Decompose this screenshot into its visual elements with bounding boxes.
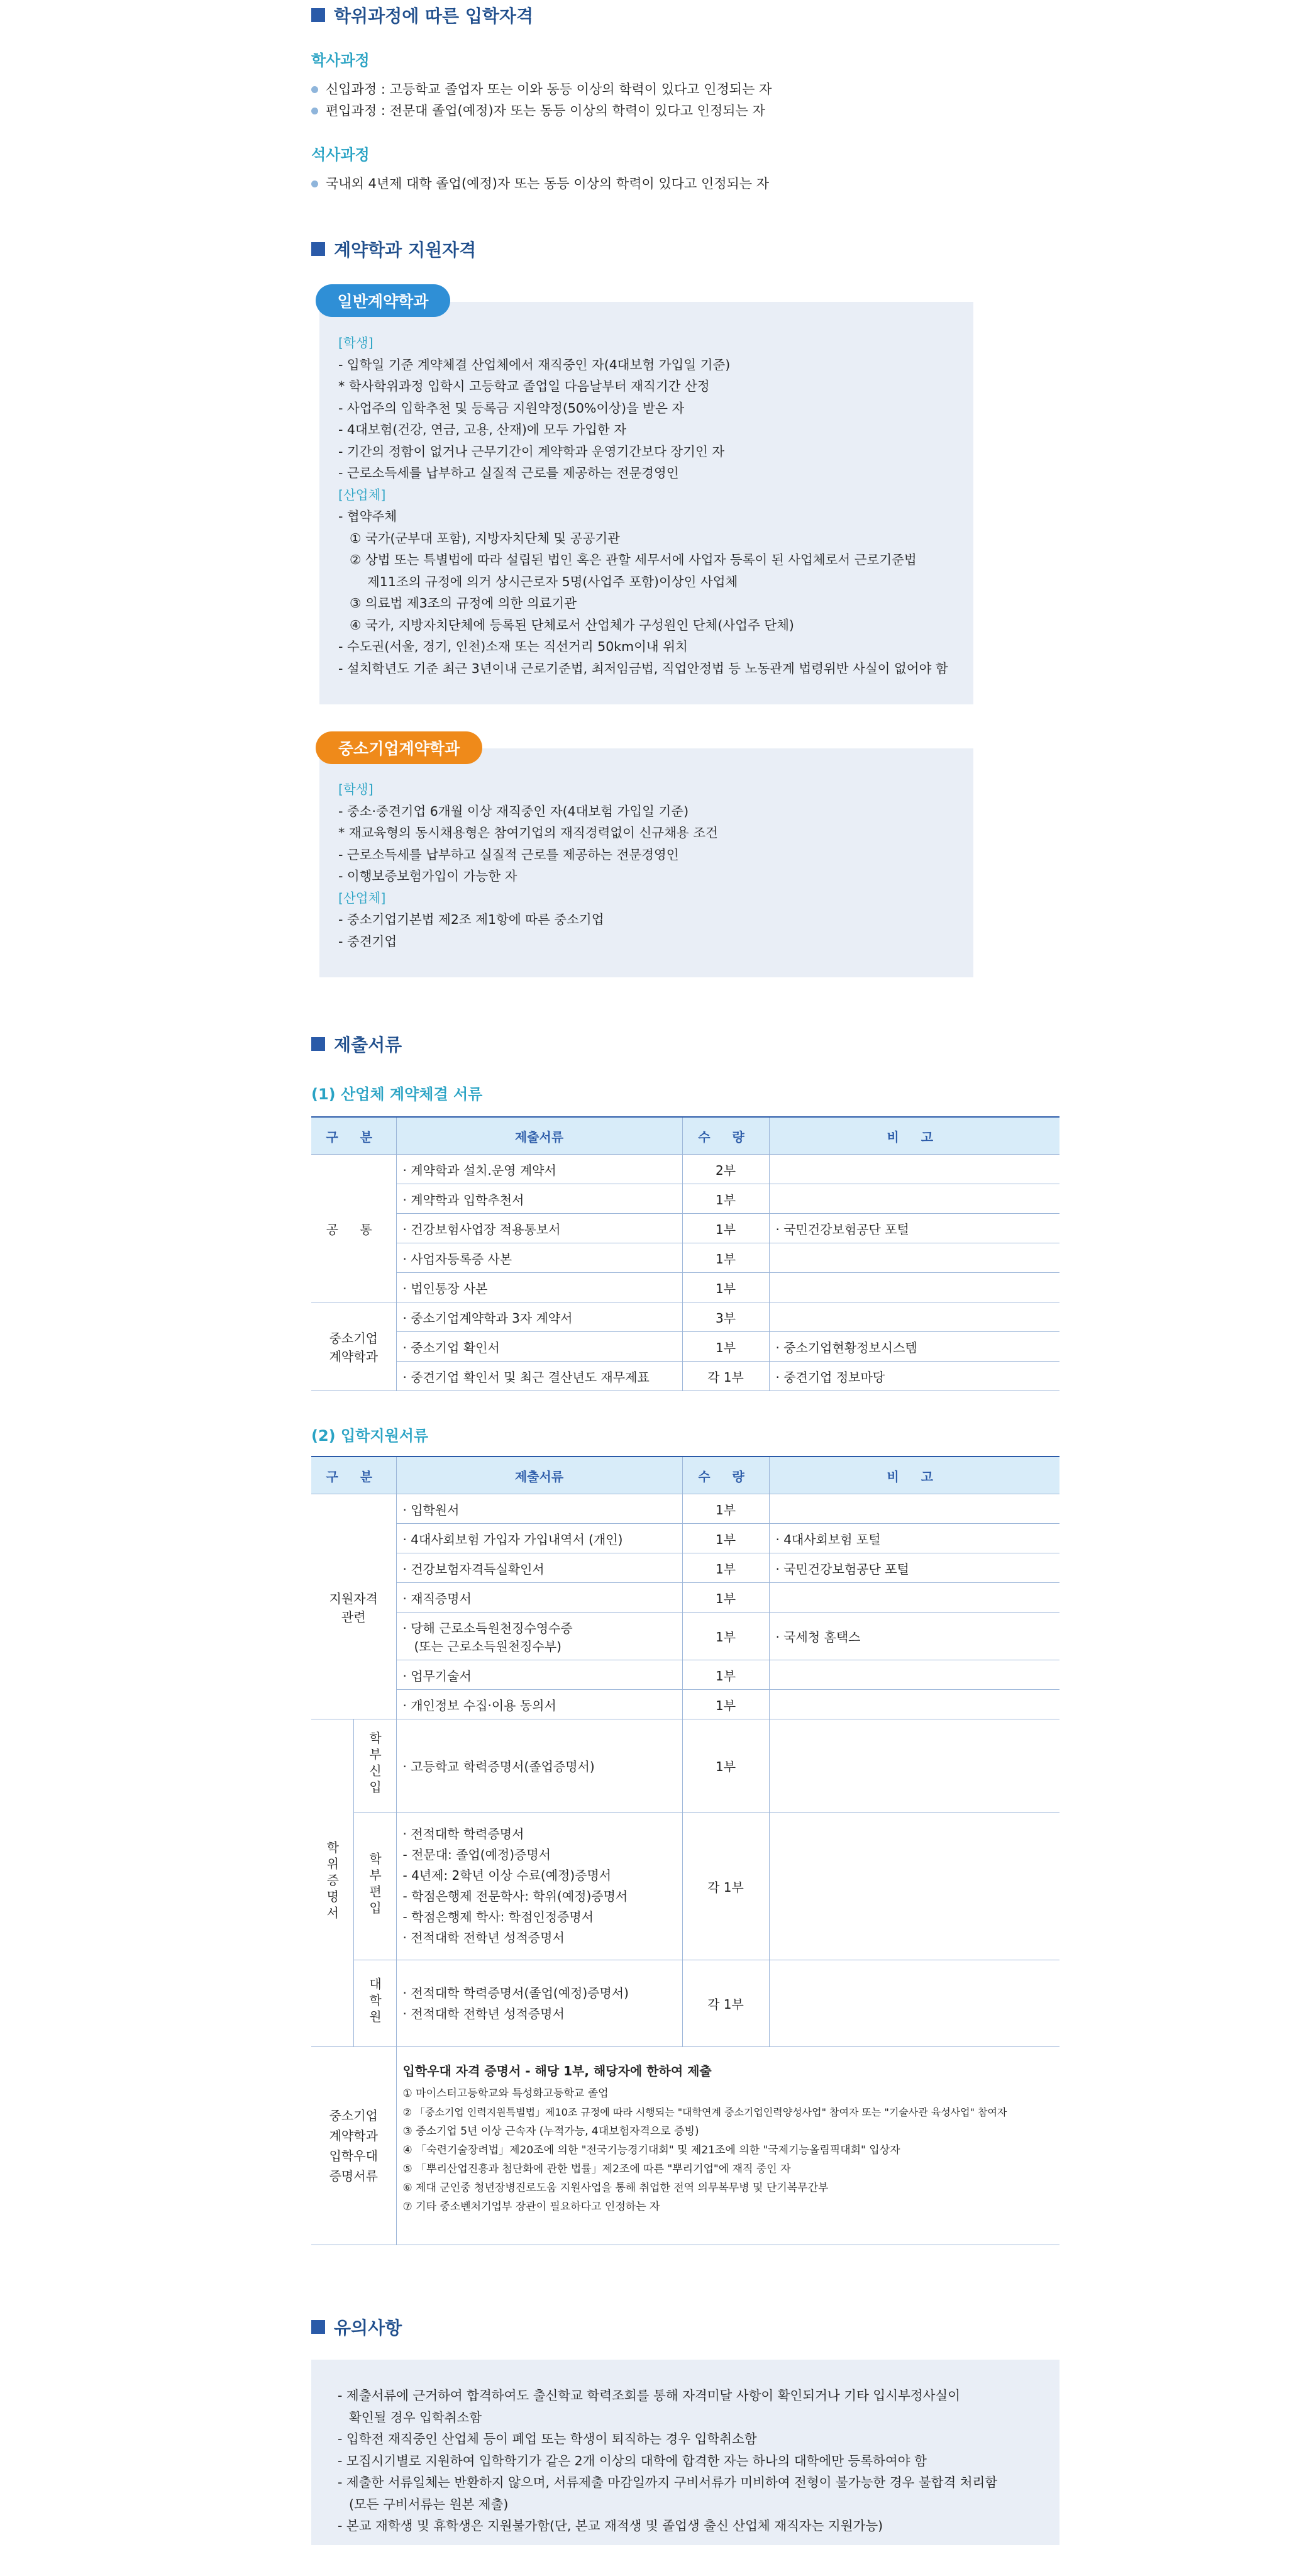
bullet-dot-icon [311, 86, 318, 93]
list-item: 신입과정 : 고등학교 졸업자 또는 이와 동등 이상의 학력이 있다고 인정되는 자 [311, 79, 772, 100]
qty-cell: 각 1부 [682, 1960, 769, 2047]
qualification-line: ④ 국가, 지방자치단체에 등록된 단체로서 산업체가 구성원인 단체(사업주 단체) [350, 617, 794, 633]
qualification-line: - 수도권(서울, 경기, 인천)소재 또는 직선거리 50km이내 위치 [338, 639, 688, 654]
doc-cell: · 재직증명서 [396, 1583, 682, 1613]
note-cell [769, 1273, 1059, 1302]
table-header-row [311, 1117, 1059, 1155]
qty-cell: 각 1부 [682, 1362, 769, 1391]
header-category: 구 분 [311, 1117, 396, 1155]
qualification-line: [학생] [338, 782, 373, 797]
table2-title-wrap [311, 1423, 428, 1445]
industry-contract-table [311, 1116, 1059, 1391]
table-row [311, 1813, 1059, 1960]
priority-cell [396, 2047, 1059, 2245]
square-bullet-icon [311, 242, 325, 256]
section-title: 학위과정에 따른 입학자격 [311, 3, 533, 28]
square-bullet-icon [311, 8, 325, 22]
table-row [311, 1214, 1059, 1243]
group-degree-certificate: 학위증명서 [311, 1719, 353, 2047]
qty-cell: 1부 [682, 1214, 769, 1243]
master-block [311, 142, 769, 194]
table-row [311, 1243, 1059, 1273]
note-line: - 제출한 서류일체는 반환하지 않으며, 서류제출 마감일까지 구비서류가 미비하여 전형이 불가능한 경우 불합격 처리함 [338, 2475, 998, 2490]
priority-item: ② 「중소기업 인력지원특별법」제10조 규정에 따라 시행되는 "대학연계 중소기업인력양성사업" 참여자 또는 "기술사관 육성사업" 참여자 [402, 2106, 1007, 2118]
group-common: 공 통 [311, 1155, 396, 1302]
group-eligibility: 지원자격 관련 [311, 1494, 396, 1719]
table-row [311, 1660, 1059, 1690]
priority-item: ⑦ 기타 중소벤처기업부 장관이 필요하다고 인정하는 자 [402, 2201, 660, 2213]
doc-cell: · 입학원서 [396, 1494, 682, 1524]
qty-cell: 2부 [682, 1155, 769, 1184]
table-row [311, 1362, 1059, 1391]
section-admission-qualification [311, 3, 533, 28]
sme-contract-pill: 중소기업계약학과 [316, 731, 482, 764]
priority-item: ④ 「숙련기술장려법」제20조에 의한 "전국기능경기대회" 및 제21조에 의한 "국제기능올림픽대회" 입상자 [402, 2144, 900, 2157]
priority-item: ⑤ 「뿌리산업진흥과 첨단화에 관한 법률」제2조에 따른 "뿌리기업"에 재직 중인 자 [402, 2163, 791, 2175]
qty-cell: 1부 [682, 1553, 769, 1583]
doc-cell: · 전적대학 학력증명서 - 전문대: 졸업(예정)증명서 - 4년제: 2학년 이상 수료(예정)증명서 - 학점은행제 전문학사: 학위(예정)증명서 - 학점은행제 학사: 학점인정증명서 · 전적대학 전학년 성적증명서 [396, 1813, 682, 1960]
note-cell: · 국민건강보험공단 포털 [769, 1214, 1059, 1243]
bullet-dot-icon [311, 108, 318, 114]
square-bullet-icon [311, 1037, 325, 1051]
priority-item: ① 마이스터고등학교와 특성화고등학교 졸업 [402, 2087, 609, 2100]
sme-lines [319, 748, 973, 952]
doc-cell: · 중소기업계약학과 3자 계약서 [396, 1302, 682, 1332]
note-cell: · 중견기업 정보마당 [769, 1362, 1059, 1391]
qty-cell: 1부 [682, 1273, 769, 1302]
table-row [311, 2047, 1059, 2245]
qty-cell: 1부 [682, 1184, 769, 1214]
table-row [311, 1719, 1059, 1813]
group-priority-certificate: 중소기업 계약학과 입학우대 증명서류 [311, 2047, 396, 2245]
note-cell [769, 1184, 1059, 1214]
list-item: 편입과정 : 전문대 졸업(예정)자 또는 동등 이상의 학력이 있다고 인정되는 자 [311, 100, 772, 121]
qualification-line: [산업체] [338, 487, 386, 502]
doc-cell: · 계약학과 설치.운영 계약서 [396, 1155, 682, 1184]
table-row [311, 1960, 1059, 2047]
bachelor-title: 학사과정 [311, 52, 370, 69]
degree-subgroup: 학부신입 [353, 1719, 396, 1813]
priority-item: ⑥ 제대 군인중 청년장병진로도움 지원사업을 통해 취업한 전역 의무복무병 및 단기복무간부 [402, 2182, 829, 2194]
general-contract-pill: 일반계약학과 [316, 284, 450, 317]
note-cell: · 중소기업현황정보시스템 [769, 1332, 1059, 1362]
qualification-line: 제11조의 규정에 의거 상시근로자 5명(사업주 포함)이상인 사업체 [367, 574, 738, 589]
table2-title: (2) 입학지원서류 [311, 1427, 429, 1445]
header-document: 제출서류 [396, 1457, 682, 1494]
qualification-line: - 기간의 정함이 없거나 근무기간이 계약학과 운영기간보다 장기인 자 [338, 443, 725, 459]
group-sme: 중소기업 계약학과 [311, 1302, 396, 1391]
qualification-line: - 협약주체 [338, 509, 397, 524]
qualification-line: ② 상법 또는 특별법에 따라 설립된 법인 혹은 관할 세무서에 사업자 등록이 된 사업체로서 근로기준법 [350, 552, 917, 567]
section-documents [311, 1031, 402, 1057]
table-row [311, 1494, 1059, 1524]
header-quantity: 수 량 [682, 1117, 769, 1155]
qualification-line: [산업체] [338, 890, 386, 906]
table-row [311, 1273, 1059, 1302]
note-cell [769, 1660, 1059, 1690]
note-line: 확인될 경우 입학취소함 [349, 2409, 482, 2425]
square-bullet-icon [311, 2320, 325, 2334]
note-cell [769, 1155, 1059, 1184]
header-category: 구 분 [311, 1457, 396, 1494]
note-cell [769, 1813, 1059, 1960]
qualification-line: - 사업주의 입학추천 및 등록금 지원약정(50%이상)을 받은 자 [338, 400, 685, 416]
note-cell [769, 1960, 1059, 2047]
header-remarks: 비 고 [769, 1457, 1059, 1494]
degree-subgroup: 대학원 [353, 1960, 396, 2047]
qualification-line: - 중소기업기본법 제2조 제1항에 따른 중소기업 [338, 912, 604, 927]
qty-cell: 1부 [682, 1660, 769, 1690]
doc-cell: · 개인정보 수집·이용 동의서 [396, 1690, 682, 1719]
note-cell [769, 1583, 1059, 1613]
note-cell: · 국민건강보험공단 포털 [769, 1553, 1059, 1583]
doc-cell: · 업무기술서 [396, 1660, 682, 1690]
note-line: (모든 구비서류는 원본 제출) [349, 2496, 509, 2512]
master-title: 석사과정 [311, 146, 370, 164]
note-cell [769, 1719, 1059, 1813]
qualification-line: - 중소·중견기업 6개월 이상 재직중인 자(4대보험 가입일 기준) [338, 803, 689, 819]
table-row [311, 1583, 1059, 1613]
degree-subgroup: 학부편입 [353, 1813, 396, 1960]
table-row [311, 1155, 1059, 1184]
table1-title-wrap [311, 1082, 482, 1104]
general-contract-box [319, 302, 973, 704]
header-quantity: 수 량 [682, 1457, 769, 1494]
bullet-dot-icon [311, 180, 318, 187]
note-cell [769, 1494, 1059, 1524]
priority-title: 입학우대 자격 증명서 - 해당 1부, 해당자에 한하여 제출 [402, 2063, 712, 2079]
doc-cell: · 사업자등록증 사본 [396, 1243, 682, 1273]
note-line: - 제출서류에 근거하여 합격하여도 출신학교 학력조회를 통해 자격미달 사항이 확인되거나 기타 입시부정사실이 [338, 2388, 961, 2403]
qty-cell: 1부 [682, 1613, 769, 1660]
doc-cell: · 중견기업 확인서 및 최근 결산년도 재무제표 [396, 1362, 682, 1391]
note-cell [769, 1243, 1059, 1273]
qualification-line: ③ 의료법 제3조의 규정에 의한 의료기관 [350, 596, 577, 611]
note-cell: · 국세청 홈택스 [769, 1613, 1059, 1660]
doc-cell: · 고등학교 학력증명서(졸업증명서) [396, 1719, 682, 1813]
qty-cell: 1부 [682, 1332, 769, 1362]
section-title: 제출서류 [311, 1031, 402, 1057]
note-line: - 본교 재학생 및 휴학생은 지원불가함(단, 본교 재적생 및 졸업생 출신 산업체 재직자는 지원가능) [338, 2518, 883, 2533]
qualification-line: - 근로소득세를 납부하고 실질적 근로를 제공하는 전문경영인 [338, 847, 679, 862]
qty-cell: 각 1부 [682, 1813, 769, 1960]
table-row [311, 1690, 1059, 1719]
table-row [311, 1332, 1059, 1362]
sme-contract-box [319, 748, 973, 977]
doc-cell: · 건강보험사업장 적용통보서 [396, 1214, 682, 1243]
qualification-line: ① 국가(군부대 포함), 지방자치단체 및 공공기관 [350, 530, 620, 546]
qty-cell: 3부 [682, 1302, 769, 1332]
doc-cell: · 4대사회보험 가입자 가입내역서 (개인) [396, 1524, 682, 1553]
note-line: - 입학전 재직중인 산업체 등이 폐업 또는 학생이 퇴직하는 경우 입학취소함 [338, 2431, 757, 2446]
priority-item: ③ 중소기업 5년 이상 근속자 (누적가능, 4대보험자격으로 증빙) [402, 2125, 699, 2138]
doc-cell: · 건강보험자격득실확인서 [396, 1553, 682, 1583]
doc-cell: · 계약학과 입학추천서 [396, 1184, 682, 1214]
section-title: 계약학과 지원자격 [311, 236, 476, 262]
qty-cell: 1부 [682, 1583, 769, 1613]
qty-cell: 1부 [682, 1719, 769, 1813]
qualification-line: - 근로소득세를 납부하고 실질적 근로를 제공하는 전문경영인 [338, 465, 679, 480]
note-cell: · 4대사회보험 포털 [769, 1524, 1059, 1553]
qualification-line: - 이행보증보험가입이 가능한 자 [338, 869, 517, 884]
table1-title: (1) 산업체 계약체결 서류 [311, 1085, 483, 1103]
note-line: - 모집시기별로 지원하여 입학학기가 같은 2개 이상의 대학에 합격한 자는 하나의 대학에만 등록하여야 함 [338, 2453, 927, 2468]
qty-cell: 1부 [682, 1690, 769, 1719]
section-notes [311, 2314, 402, 2340]
qualification-line: [학생] [338, 335, 373, 350]
qty-cell: 1부 [682, 1524, 769, 1553]
qualification-line: - 입학일 기준 계약체결 산업체에서 재직중인 자(4대보험 가입일 기준) [338, 357, 731, 372]
header-document: 제출서류 [396, 1117, 682, 1155]
qualification-line: - 중견기업 [338, 933, 397, 949]
section-title: 유의사항 [311, 2314, 402, 2340]
doc-cell: · 중소기업 확인서 [396, 1332, 682, 1362]
doc-cell: · 법인통장 사본 [396, 1273, 682, 1302]
section-contract-qualification [311, 236, 476, 262]
notes-box [311, 2360, 1059, 2545]
qualification-line: * 재교육형의 동시채용형은 참여기업의 재직경력없이 신규채용 조건 [338, 825, 718, 840]
general-lines [319, 302, 973, 679]
table-row [311, 1524, 1059, 1553]
table-row [311, 1184, 1059, 1214]
qualification-line: - 4대보험(건강, 연금, 고용, 산재)에 모두 가입한 자 [338, 422, 627, 437]
header-remarks: 비 고 [769, 1117, 1059, 1155]
bachelor-block [311, 48, 772, 121]
doc-cell: · 당해 근로소득원천징수영수증 (또는 근로소득원천징수부) [396, 1613, 682, 1660]
note-cell [769, 1302, 1059, 1332]
note-cell [769, 1690, 1059, 1719]
table-header-row [311, 1457, 1059, 1494]
table-row [311, 1302, 1059, 1332]
doc-cell: · 전적대학 학력증명서(졸업(예정)증명서) · 전적대학 전학년 성적증명서 [396, 1960, 682, 2047]
application-documents-table [311, 1456, 1059, 2245]
list-item: 국내외 4년제 대학 졸업(예정)자 또는 동등 이상의 학력이 있다고 인정되는 자 [311, 173, 769, 194]
qualification-line: * 학사학위과정 입학시 고등학교 졸업일 다음날부터 재직기간 산정 [338, 379, 710, 394]
qualification-line: - 설치학년도 기준 최근 3년이내 근로기준법, 최저임금법, 직업안정법 등 노동관계 법령위반 사실이 없어야 함 [338, 660, 948, 676]
table-row [311, 1613, 1059, 1660]
qty-cell: 1부 [682, 1494, 769, 1524]
table-row [311, 1553, 1059, 1583]
qty-cell: 1부 [682, 1243, 769, 1273]
